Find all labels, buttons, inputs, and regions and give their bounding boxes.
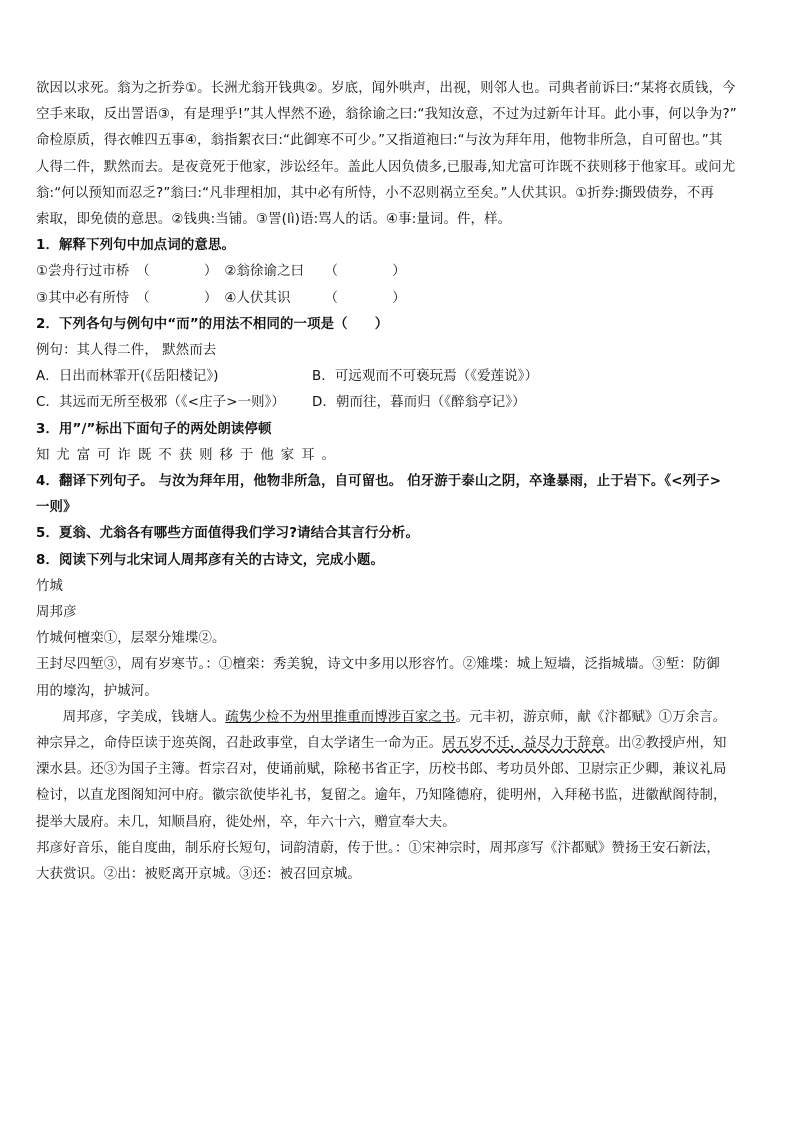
bio-text: 。元丰初，游京师，献《汴都赋》①万余言。: [455, 709, 727, 725]
bio-line: 邦彦好音乐，能自度曲，制乐府长短句，词韵清蔚，传于世。：①宋神宗时，周邦彦写《汴都赋》赞扬王安石新法，: [36, 840, 720, 856]
question-4-stem-cont: 一则》: [36, 500, 77, 516]
biography-section: [36, 705, 766, 888]
bio-line: 溧水县。还③为国子主簿。哲宗召对，使诵前赋，除秘书省正字，历校书郎、考功员外郎、卫尉宗正少卿，兼议礼局: [36, 762, 727, 778]
question-4-stem: 4．翻译下列句子。 与汝为拜年用，他物非所急，自可留也。 伯牙游于泰山之阴，卒逢暴雨，止于岩下。《<列子>: [36, 474, 722, 490]
question-2-options-cd: [36, 390, 766, 416]
passage-line: 人得二件，默然而去。是夜竟死于他家，涉讼经年。盖此人因负债多,已服毒,知尤富可诈既不获则移于他家耳。或问尤: [36, 159, 736, 175]
passage-line: 翁:“何以预知而忍乏?”翁曰:“凡非理相加，其中必有所恃，小不忍则祸立至矣。”人伏其识。①折券:撕毁债券，不再: [36, 185, 714, 201]
passage-line: 索取，即免债的意思。②钱典:当铺。③詈(lì)语:骂人的话。④事:量词。件，样。: [36, 212, 512, 228]
question-1-stem: 1．解释下列句中加点词的意思。: [36, 238, 236, 254]
bio-text: 。出②教授庐州，知: [604, 736, 727, 752]
option-b: B．可远观而不可亵玩焉（《爱莲说》）: [312, 369, 539, 385]
option-d: D．朝而往，暮而归（《醉翁亭记》）: [312, 395, 526, 411]
bio-line: 大获赏识。②出：被贬离开京城。③还：被召回京城。: [36, 867, 361, 883]
document-page: [36, 76, 766, 888]
question-3-stem: 3．用”/”标出下面句子的两处朗读停顿: [36, 421, 272, 437]
poem-line: 竹城何檀栾①，层翠分雉堞②。: [36, 631, 226, 647]
poem-notes-cont: 用的壕沟，护城河。: [36, 683, 158, 699]
bio-line: [36, 705, 766, 731]
passage-line: 欲因以求死。翁为之折券①。长洲尤翁开钱典②。岁底，闻外哄声，出视，则邻人也。司典者前诉曰:“某将衣质钱，今: [36, 81, 736, 96]
poem-line-with-notes: 王封尽四堑③，周有岁寒节。：①檀栾：秀美貌，诗文中多用以形容竹。②雉堞：城上短墙，泛指城墙。③堑：防御: [36, 657, 720, 673]
question-5-stem: 5．夏翁、尤翁各有哪些方面值得我们学习?请结合其言行分析。: [36, 526, 419, 542]
bio-line: [36, 731, 766, 757]
passage-line: 空手来取，反出詈语③，有是理乎!”其人悍然不逊，翁徐谕之曰:“我知汝意，不过为过新年计耳。此小事，何以争为?”: [36, 107, 737, 123]
bio-text: 周邦彦，字美成，钱塘人。: [62, 709, 226, 725]
bio-line: 检讨，以直龙图阁知河中府。徽宗欲使毕礼书，复留之。逾年，乃知隆德府，徙明州，入拜秘书监，进徽猷阁待制，: [36, 788, 727, 804]
passage: [36, 76, 766, 233]
question-2-example: 例句：其人得二件， 默然而去: [36, 343, 217, 359]
question-2-stem: 2．下列各句与例句中“而”的用法不相同的一项是（ ）: [36, 316, 389, 332]
question-1-items-row: ③其中必有所恃 （ ） ④人伏其识 （ ）: [36, 290, 406, 306]
poem-author: 周邦彦: [36, 605, 77, 621]
poem-section: [36, 574, 766, 705]
wavy-underlined-sentence: 居五岁不迁，益尽力于辞章: [442, 736, 605, 752]
poem-title: 竹城: [36, 578, 64, 594]
question-1-items-row: ①尝舟行过市桥 （ ） ②翁徐谕之曰 （ ）: [36, 264, 406, 280]
bio-text: 神宗异之，命侍臣读于迩英阁，召赴政事堂，自太学诸生一命为正。: [36, 736, 443, 752]
option-a: A．日出而林霏开(《岳阳楼记》): [36, 369, 219, 385]
question-3-sentence: 知尤富可诈既不获则移于他家耳。: [36, 447, 342, 463]
underlined-sentence: 疏隽少检不为州里推重而博涉百家之书: [225, 709, 456, 725]
bio-line: 提举大晟府。未几，知顺昌府，徙处州，卒，年六十六，赠宣奉大夫。: [36, 814, 456, 830]
question-8-stem: 8．阅读下列与北宋词人周邦彦有关的古诗文，完成小题。: [36, 552, 384, 568]
option-c: C．其远而无所至极邪（《<庄子>一则》）: [36, 395, 286, 411]
question-2-options-ab: [36, 364, 766, 390]
passage-line: 命检原质，得衣帷四五事④，翁指絮衣曰:“此御寒不可少。”又指道袍曰:“与汝为拜年用，他物非所急，自可留也。”其: [36, 133, 723, 149]
